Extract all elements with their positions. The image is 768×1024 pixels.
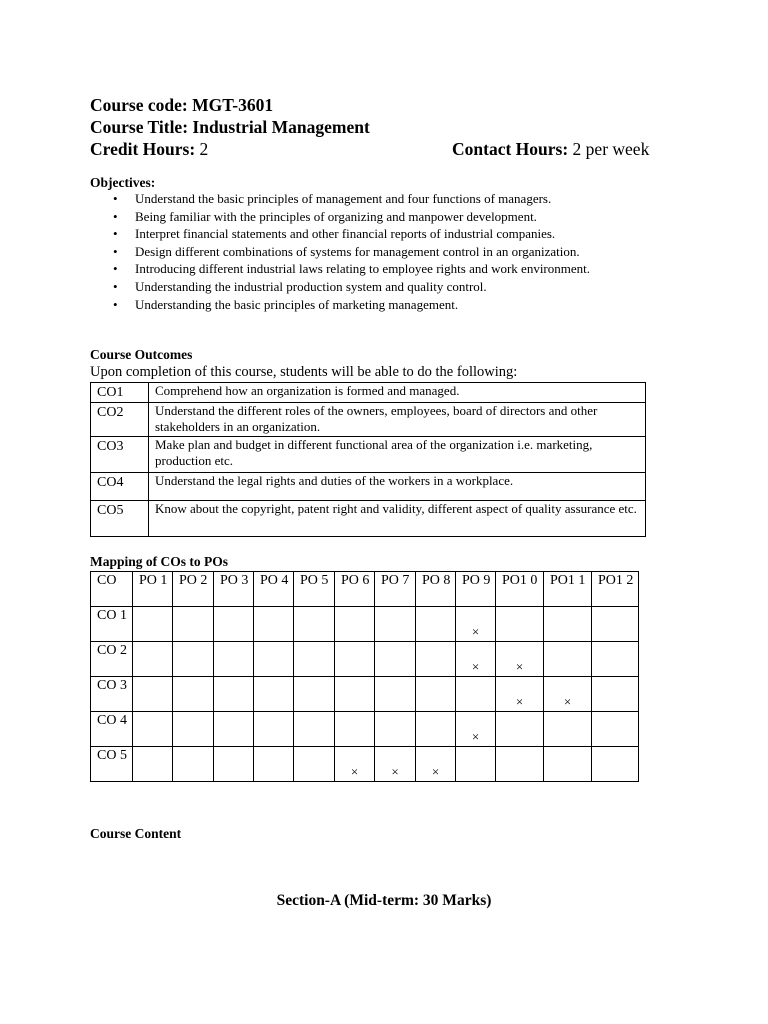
mapping-empty-cell <box>133 747 173 782</box>
mapping-header-cell: PO 3 <box>214 572 254 607</box>
mapping-empty-cell <box>544 607 592 642</box>
mapping-empty-cell <box>214 712 254 747</box>
co-description: Make plan and budget in different functional area of the organization i.e. marketing, production etc. <box>149 436 646 472</box>
mapping-empty-cell <box>416 712 456 747</box>
table-row <box>91 500 646 536</box>
mapping-header-cell: PO 1 <box>133 572 173 607</box>
mapping-header-cell: CO <box>91 572 133 607</box>
objective-item: • Design different combinations of systems for management control in an organization. <box>113 243 590 261</box>
mapping-header-cell: PO 8 <box>416 572 456 607</box>
mapping-row <box>91 607 639 642</box>
mapping-empty-cell <box>294 712 335 747</box>
mapping-empty-cell <box>375 677 416 712</box>
co-description: Know about the copyright, patent right and validity, different aspect of quality assurance etc. <box>149 500 646 536</box>
co-description: Understand the different roles of the owners, employees, board of directors and other stakeholders in an organization. <box>149 402 646 436</box>
objective-item: • Interpret financial statements and other financial reports of industrial companies. <box>113 225 590 243</box>
mapping-mark-cell: × <box>416 747 456 782</box>
course-title-line <box>90 116 370 138</box>
mapping-empty-cell <box>456 747 496 782</box>
course-outcomes-heading: Course Outcomes <box>90 347 193 362</box>
table-row <box>91 436 646 472</box>
contact-hours-value: 2 per week <box>572 139 650 159</box>
mapping-header-cell: PO1 0 <box>496 572 544 607</box>
mapping-empty-cell <box>254 607 294 642</box>
mapping-empty-cell <box>173 642 214 677</box>
mapping-header-cell: PO 2 <box>173 572 214 607</box>
course-title-label: Course Title: <box>90 117 189 137</box>
mapping-empty-cell <box>416 642 456 677</box>
mapping-empty-cell <box>133 712 173 747</box>
co-description: Comprehend how an organization is formed and managed. <box>149 383 646 403</box>
mapping-empty-cell <box>496 607 544 642</box>
mapping-empty-cell <box>254 677 294 712</box>
mapping-empty-cell <box>254 642 294 677</box>
credit-hours-line <box>90 138 208 160</box>
contact-hours-label: Contact Hours: <box>452 139 569 159</box>
mapping-empty-cell <box>375 712 416 747</box>
mapping-empty-cell <box>375 607 416 642</box>
credit-hours-label: Credit Hours: <box>90 139 196 159</box>
mapping-row-label: CO 5 <box>91 747 133 782</box>
mapping-header-row <box>91 572 639 607</box>
mapping-mark-cell: × <box>456 642 496 677</box>
mapping-header-cell: PO 5 <box>294 572 335 607</box>
mapping-row <box>91 712 639 747</box>
mapping-mark-cell: × <box>544 677 592 712</box>
mapping-empty-cell <box>173 747 214 782</box>
course-outcomes-table <box>90 382 646 537</box>
co-code: CO2 <box>91 402 149 436</box>
objective-item: • Understanding the basic principles of marketing management. <box>113 296 590 314</box>
mapping-empty-cell <box>592 712 639 747</box>
mapping-empty-cell <box>214 677 254 712</box>
mapping-empty-cell <box>592 642 639 677</box>
table-row <box>91 472 646 500</box>
mapping-empty-cell <box>214 607 254 642</box>
mapping-header-cell: PO 6 <box>335 572 375 607</box>
mapping-empty-cell <box>335 712 375 747</box>
mapping-header-cell: PO 7 <box>375 572 416 607</box>
mapping-empty-cell <box>375 642 416 677</box>
mapping-empty-cell <box>456 677 496 712</box>
mapping-table <box>90 571 639 782</box>
objective-item: • Understand the basic principles of management and four functions of managers. <box>113 190 590 208</box>
mapping-empty-cell <box>133 607 173 642</box>
credit-hours-value: 2 <box>199 139 209 159</box>
co-code: CO1 <box>91 383 149 403</box>
mapping-empty-cell <box>214 642 254 677</box>
mapping-empty-cell <box>544 747 592 782</box>
objective-item: • Introducing different industrial laws relating to employee rights and work environment. <box>113 260 590 278</box>
mapping-empty-cell <box>335 607 375 642</box>
course-code-label: Course code: <box>90 95 188 115</box>
course-code-value: MGT-3601 <box>192 95 274 115</box>
mapping-mark-cell: × <box>496 677 544 712</box>
mapping-row <box>91 642 639 677</box>
objectives-heading: Objectives: <box>90 175 156 190</box>
course-title-value: Industrial Management <box>192 117 370 137</box>
contact-hours-line <box>452 138 649 160</box>
mapping-empty-cell <box>294 607 335 642</box>
mapping-empty-cell <box>592 747 639 782</box>
mapping-mark-cell: × <box>375 747 416 782</box>
objectives-list <box>113 190 590 313</box>
mapping-header-cell: PO1 1 <box>544 572 592 607</box>
mapping-empty-cell <box>294 677 335 712</box>
mapping-heading: Mapping of COs to POs <box>90 554 229 569</box>
mapping-row-label: CO 1 <box>91 607 133 642</box>
mapping-empty-cell <box>133 642 173 677</box>
mapping-empty-cell <box>496 747 544 782</box>
co-code: CO3 <box>91 436 149 472</box>
mapping-empty-cell <box>335 677 375 712</box>
mapping-row-label: CO 3 <box>91 677 133 712</box>
mapping-empty-cell <box>592 677 639 712</box>
mapping-empty-cell <box>254 712 294 747</box>
table-row <box>91 383 646 403</box>
mapping-empty-cell <box>133 677 173 712</box>
mapping-empty-cell <box>496 712 544 747</box>
mapping-empty-cell <box>294 642 335 677</box>
mapping-header-cell: PO 9 <box>456 572 496 607</box>
course-outcomes-intro: Upon completion of this course, students will be able to do the following: <box>90 364 518 380</box>
co-description: Understand the legal rights and duties of the workers in a workplace. <box>149 472 646 500</box>
course-content-heading: Course Content <box>90 826 182 841</box>
co-code: CO4 <box>91 472 149 500</box>
mapping-empty-cell <box>294 747 335 782</box>
mapping-row <box>91 677 639 712</box>
mapping-empty-cell <box>544 642 592 677</box>
mapping-row-label: CO 2 <box>91 642 133 677</box>
table-row <box>91 402 646 436</box>
course-code-line <box>90 94 273 116</box>
mapping-empty-cell <box>416 607 456 642</box>
mapping-empty-cell <box>592 607 639 642</box>
objective-item: • Understanding the industrial production system and quality control. <box>113 278 590 296</box>
mapping-mark-cell: × <box>456 607 496 642</box>
mapping-header-cell: PO 4 <box>254 572 294 607</box>
mapping-empty-cell <box>173 677 214 712</box>
co-code: CO5 <box>91 500 149 536</box>
mapping-empty-cell <box>416 677 456 712</box>
section-a-heading: Section-A (Mid-term: 30 Marks) <box>276 892 492 909</box>
mapping-empty-cell <box>544 712 592 747</box>
mapping-header-cell: PO1 2 <box>592 572 639 607</box>
mapping-mark-cell: × <box>335 747 375 782</box>
mapping-empty-cell <box>335 642 375 677</box>
mapping-empty-cell <box>173 712 214 747</box>
mapping-row-label: CO 4 <box>91 712 133 747</box>
mapping-row <box>91 747 639 782</box>
mapping-empty-cell <box>254 747 294 782</box>
objective-item: • Being familiar with the principles of organizing and manpower development. <box>113 208 590 226</box>
mapping-empty-cell <box>173 607 214 642</box>
mapping-mark-cell: × <box>456 712 496 747</box>
mapping-empty-cell <box>214 747 254 782</box>
mapping-mark-cell: × <box>496 642 544 677</box>
